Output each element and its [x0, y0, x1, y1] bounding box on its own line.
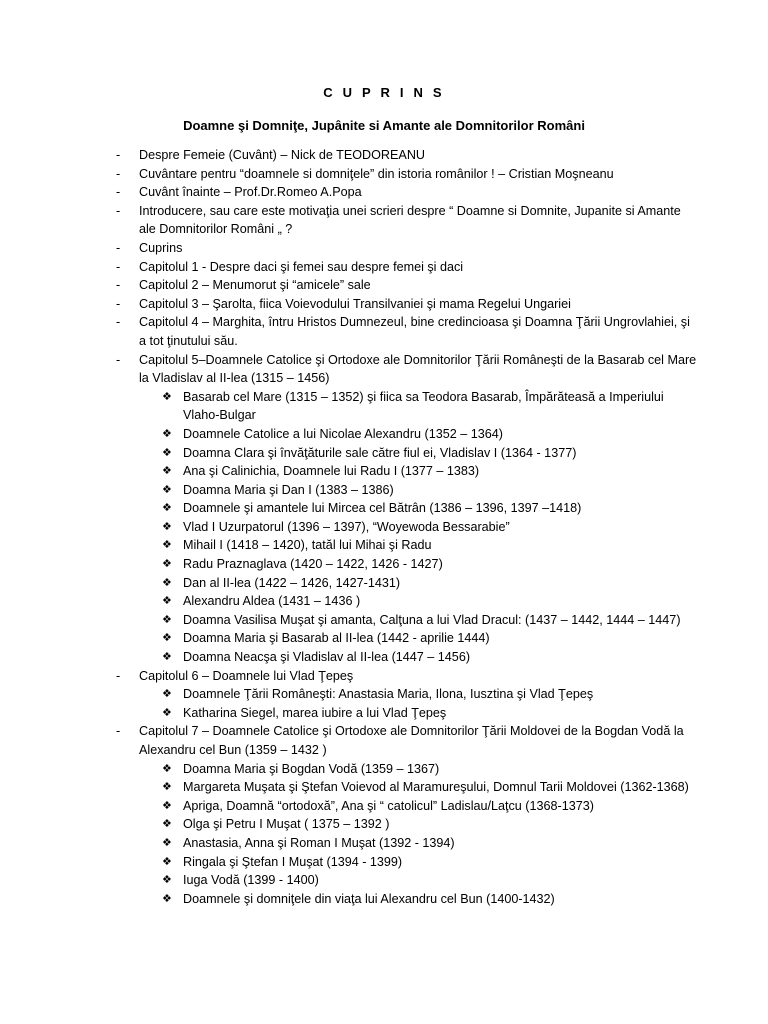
- diamond-bullet-icon: ❖: [162, 799, 172, 812]
- diamond-bullet-icon: ❖: [162, 465, 172, 478]
- toc-subentry-text: Basarab cel Mare (1315 – 1352) şi fiica sa Teodora Basarab, Împărăteasă a Imperiului Vlaho-Bulgar: [183, 389, 664, 423]
- toc-subentry-text: Alexandru Aldea (1431 – 1436 ): [183, 594, 361, 609]
- document-title: C U P R I N S: [323, 85, 445, 100]
- diamond-bullet-icon: ❖: [162, 818, 172, 831]
- toc-subentry: [0, 555, 768, 574]
- toc-subentry: [0, 444, 768, 463]
- diamond-bullet-icon: ❖: [162, 558, 172, 571]
- toc-subentry-text: Doamna Maria şi Basarab al II-lea (1442 - aprilie 1444): [183, 631, 490, 646]
- toc-subentry: [0, 611, 768, 630]
- diamond-bullet-icon: ❖: [162, 576, 172, 589]
- diamond-bullet-icon: ❖: [162, 446, 172, 459]
- toc-entry: [0, 202, 768, 239]
- diamond-bullet-icon: ❖: [162, 427, 172, 440]
- toc-subentry: [0, 685, 768, 704]
- toc-entry: [0, 165, 768, 184]
- toc-subentry-text: Radu Praznaglava (1420 – 1422, 1426 - 1427): [183, 557, 443, 572]
- toc-subentry: [0, 388, 768, 425]
- diamond-bullet-icon: ❖: [162, 836, 172, 849]
- toc-subentry-text: Doamnele şi amantele lui Mircea cel Bătrân (1386 – 1396, 1397 –1418): [183, 501, 582, 516]
- toc-subentry: [0, 853, 768, 872]
- toc-subentry-text: Doamnele Ţării Româneşti: Anastasia Maria, Ilona, Iusztina şi Vlad Ţepeş: [183, 687, 594, 702]
- toc-subentry-text: Mihail I (1418 – 1420), tatăl lui Mihai şi Radu: [183, 538, 432, 553]
- dash-bullet-icon: -: [116, 148, 121, 162]
- diamond-bullet-icon: ❖: [162, 651, 172, 664]
- toc-entry-text: Despre Femeie (Cuvânt) – Nick de TEODOREANU: [139, 148, 426, 162]
- diamond-bullet-icon: ❖: [162, 520, 172, 533]
- toc-entry-text: Capitolul 3 – Şarolta, fiica Voievodului Transilvaniei şi mama Regelui Ungariei: [139, 296, 571, 311]
- diamond-bullet-icon: ❖: [162, 762, 172, 775]
- toc-entry-text: Introducere, sau care este motivaţia unei scrieri despre “ Doamne si Domnite, Jupanite si Amante ale Domnitorilor Români „ ?: [139, 203, 681, 237]
- toc-entry: [0, 239, 768, 258]
- toc-subentry: [0, 481, 768, 500]
- diamond-bullet-icon: ❖: [162, 781, 172, 794]
- diamond-bullet-icon: ❖: [162, 632, 172, 645]
- toc-entry-text: Capitolul 7 – Doamnele Catolice şi Ortodoxe ale Domnitorilor Ţării Moldovei de la Bogdan Vodă la Alexandru cel Bun (1359 – 1432 ): [139, 724, 684, 757]
- toc-subentry: [0, 536, 768, 555]
- toc-subentry: [0, 834, 768, 853]
- document-subtitle: Doamne şi Domniţe, Jupânite si Amante ale Domnitorilor Români: [183, 118, 585, 133]
- toc-entry-text: Capitolul 1 - Despre daci şi femei sau despre femei şi daci: [139, 259, 464, 274]
- toc-subentry: [0, 778, 768, 797]
- toc-entry: [0, 351, 768, 388]
- dash-bullet-icon: -: [116, 203, 121, 218]
- toc-entry-text: Capitolul 2 – Menumorut şi “amicele” sale: [139, 278, 371, 293]
- toc-subentry-text: Dan al II-lea (1422 – 1426, 1427-1431): [183, 575, 401, 590]
- dash-bullet-icon: -: [116, 166, 121, 181]
- toc-entry: [0, 276, 768, 295]
- dash-bullet-icon: -: [116, 315, 121, 330]
- diamond-bullet-icon: ❖: [162, 390, 172, 403]
- diamond-bullet-icon: ❖: [162, 874, 172, 887]
- toc-subentry-text: Apriga, Doamnă “ortodoxă”, Ana şi “ catolicul” Ladislau/Laţcu (1368-1373): [183, 798, 594, 813]
- toc-subentry-text: Doamna Maria şi Dan I (1383 – 1386): [183, 482, 394, 497]
- toc-entry-text: Capitolul 5–Doamnele Catolice şi Ortodoxe ale Domnitorilor Ţării Româneşti de la Basarab cel Mare la Vladislav al II-lea (1315 – 1456): [139, 352, 697, 386]
- dash-bullet-icon: -: [116, 240, 121, 255]
- toc-subentry: [0, 425, 768, 444]
- toc-entry: [0, 722, 768, 759]
- toc-entry-text: Cuprins: [139, 240, 183, 255]
- dash-bullet-icon: -: [116, 185, 121, 200]
- toc-subentry-text: Katharina Siegel, marea iubire a lui Vlad Ţepeş: [183, 705, 447, 720]
- toc-subentry-text: Margareta Muşata şi Ştefan Voievod al Maramureşului, Domnul Tarii Moldovei (1362-1368): [183, 780, 689, 795]
- table-of-contents: [0, 146, 768, 908]
- dash-bullet-icon: -: [116, 352, 121, 367]
- toc-subentry-text: Doamna Neacşa şi Vladislav al II-lea (1447 – 1456): [183, 650, 471, 665]
- dash-bullet-icon: -: [116, 278, 121, 293]
- toc-subentry: [0, 518, 768, 537]
- diamond-bullet-icon: ❖: [162, 613, 172, 626]
- diamond-bullet-icon: ❖: [162, 706, 172, 719]
- toc-subentry: [0, 499, 768, 518]
- diamond-bullet-icon: ❖: [162, 688, 172, 701]
- toc-entry: [0, 183, 768, 202]
- diamond-bullet-icon: ❖: [162, 502, 172, 515]
- toc-subentry: [0, 648, 768, 667]
- toc-subentry-text: Ringala şi Ştefan I Muşat (1394 - 1399): [183, 854, 403, 869]
- toc-entry: [0, 667, 768, 686]
- diamond-bullet-icon: ❖: [162, 483, 172, 496]
- toc-entry-text: Capitolul 4 – Marghita, întru Hristos Dumnezeul, bine credincioasa şi Doamna Ţării Ungrovlahiei, şi a tot ţinutului său.: [139, 315, 690, 348]
- toc-entry: [0, 313, 768, 350]
- diamond-bullet-icon: ❖: [162, 539, 172, 552]
- toc-subentry: [0, 704, 768, 723]
- toc-subentry: [0, 797, 768, 816]
- toc-subentry: [0, 574, 768, 593]
- toc-entry: [0, 295, 768, 314]
- toc-subentry: [0, 890, 768, 909]
- toc-subentry: [0, 592, 768, 611]
- toc-subentry-text: Olga şi Petru I Muşat ( 1375 – 1392 ): [183, 817, 390, 832]
- toc-entry: [0, 258, 768, 277]
- dash-bullet-icon: -: [116, 259, 121, 274]
- toc-subentry-text: Doamna Clara şi învăţăturile sale către fiul ei, Vladislav I (1364 - 1377): [183, 445, 577, 460]
- toc-subentry: [0, 760, 768, 779]
- dash-bullet-icon: -: [116, 296, 121, 311]
- toc-subentry: [0, 815, 768, 834]
- diamond-bullet-icon: ❖: [162, 595, 172, 608]
- toc-subentry: [0, 871, 768, 890]
- toc-entry-text: Cuvânt înainte – Prof.Dr.Romeo A.Popa: [139, 185, 362, 200]
- toc-entry-text: Cuvântare pentru “doamnele si domniţele” din istoria românilor ! – Cristian Moşneanu: [139, 166, 614, 181]
- toc-subentry-text: Anastasia, Anna şi Roman I Muşat (1392 - 1394): [183, 835, 455, 850]
- toc-subentry-text: Doamna Vasilisa Muşat şi amanta, Calţuna a lui Vlad Dracul: (1437 – 1442, 1444 – 1447): [183, 612, 681, 627]
- toc-subentry-text: Doamnele Catolice a lui Nicolae Alexandru (1352 – 1364): [183, 426, 503, 441]
- dash-bullet-icon: -: [116, 668, 121, 683]
- diamond-bullet-icon: ❖: [162, 892, 172, 905]
- toc-subentry-text: Iuga Vodă (1399 - 1400): [183, 873, 319, 888]
- toc-entry: [0, 146, 768, 165]
- toc-subentry-text: Vlad I Uzurpatorul (1396 – 1397), “Woyewoda Bessarabie”: [183, 519, 510, 534]
- toc-subentry-text: Doamna Maria şi Bogdan Vodă (1359 – 1367): [183, 761, 440, 776]
- toc-subentry: [0, 629, 768, 648]
- toc-entry-text: Capitolul 6 – Doamnele lui Vlad Ţepeş: [139, 668, 354, 683]
- toc-subentry-text: Doamnele şi domniţele din viaţa lui Alexandru cel Bun (1400-1432): [183, 891, 555, 906]
- toc-subentry-text: Ana şi Calinichia, Doamnele lui Radu I (1377 – 1383): [183, 464, 480, 479]
- dash-bullet-icon: -: [116, 724, 121, 739]
- diamond-bullet-icon: ❖: [162, 855, 172, 868]
- toc-subentry: [0, 462, 768, 481]
